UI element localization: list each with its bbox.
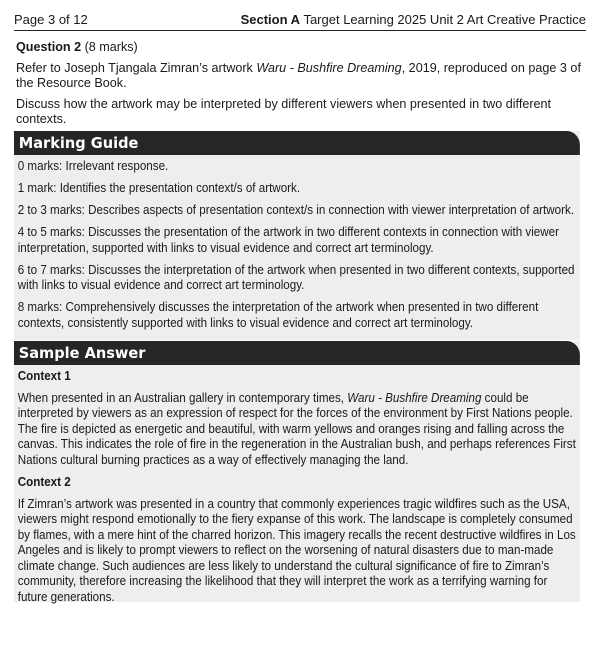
section-title xyxy=(241,12,586,30)
marking-guide-row: 1 mark: Identifies the presentation context/s of artwork. xyxy=(17,181,301,195)
question-reference-text: Refer to Joseph Tjangala Zimran’s artwork xyxy=(16,61,257,75)
context-1-paragraph xyxy=(18,391,576,469)
sample-answer-heading: Sample Answer xyxy=(14,341,580,365)
page-number: Page 3 of 12 xyxy=(14,12,88,27)
page-header xyxy=(14,8,586,31)
question-marks: (8 marks) xyxy=(84,40,138,54)
marking-guide-row: 2 to 3 marks: Describes aspects of presentation context/s in connection with viewer interpretation of artwork. xyxy=(17,203,575,217)
section-subtitle: Target Learning 2025 Unit 2 Art Creative Practice xyxy=(303,12,586,27)
marking-guide-row: 8 marks: Comprehensively discusses the interpretation of the artwork when presented in two different contexts, consistently supported with links to visual evidence and correct art terminology. xyxy=(17,300,539,330)
question-number: Question 2 xyxy=(16,40,82,54)
question-reference-text-end: , 2019, reproduced on page 3 of the Resource Book. xyxy=(16,61,581,90)
context-1-text-start: When presented in an Australian gallery in contemporary times, xyxy=(17,390,348,405)
sample-answer xyxy=(14,341,580,602)
context-1-artwork-title: Waru - Bushfire Dreaming xyxy=(347,390,482,405)
marking-guide-row: 4 to 5 marks: Discusses the presentation of the artwork in two different contexts in connection with viewer interpretation, supported with links to visual evidence and correct art terminology. xyxy=(17,225,559,255)
marking-guide-heading: Marking Guide xyxy=(14,131,580,155)
artwork-title: Waru - Bushfire Dreaming xyxy=(256,61,402,75)
marking-guide-row: 0 marks: Irrelevant response. xyxy=(17,159,169,173)
context-1-heading: Context 1 xyxy=(17,369,71,383)
sample-answer-body xyxy=(14,365,580,605)
section-label: Section A xyxy=(240,12,301,27)
marking-guide xyxy=(14,131,580,340)
question-block xyxy=(16,40,582,133)
marking-guide-row: 6 to 7 marks: Discusses the interpretation of the artwork when presented in two different contexts, supported with links to visual evidence and correct art terminology. xyxy=(17,262,575,292)
context-1-text-end: could be interpreted by viewers as an expression of respect for the forces of the environment by First Nations people. The fire is depicted as energetic and beautiful, with warm yellows and oranges rising and falling across the canvas. This indicates the role of fire in the regeneration in the Australian bush, and perhaps references First Nations cultural burning practices as a way of effectively managing the land. xyxy=(17,390,576,467)
context-2-heading: Context 2 xyxy=(17,475,71,489)
marking-guide-list xyxy=(14,155,580,331)
question-prompt: Discuss how the artwork may be interpreted by different viewers when presented in two different contexts. xyxy=(16,97,552,126)
context-2-paragraph: If Zimran’s artwork was presented in a country that commonly experiences tragic wildfires such as the USA, viewers might respond emotionally to the fiery expanse of this work. The landscape is completely consumed by flames, with a mere hint of the charred horizon. This imagery recalls the recent destructive wildfires in Los Angeles and is likely to prompt viewers to reflect on the worsening of natural disasters due to man-made climate change. Such audiences are less likely to understand the cultural significance of fire to Zimran’s community, therefore increasing the likelihood that they will interpret the work as a terrifying warning for future generations. xyxy=(17,496,576,604)
question-reference xyxy=(16,61,582,91)
question-heading xyxy=(16,40,582,55)
